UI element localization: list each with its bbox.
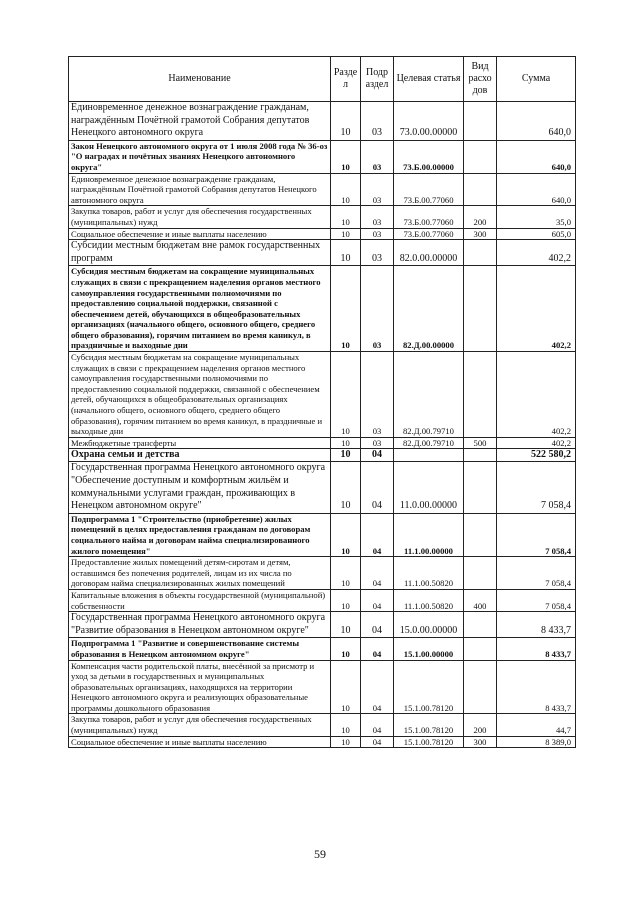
- table-row: [69, 352, 576, 438]
- table-row: [69, 660, 576, 714]
- cell-section: 10: [331, 449, 361, 462]
- table-row: [69, 462, 576, 513]
- cell-section: 10: [331, 638, 361, 660]
- cell-sum: 7 058,4: [497, 462, 576, 513]
- page-number: 59: [314, 847, 326, 861]
- header-name: Наименование: [69, 57, 331, 102]
- cell-name: Межбюджетные трансферты: [69, 437, 331, 449]
- cell-target: 82.Д.00.79710: [394, 352, 464, 438]
- cell-section: 10: [331, 352, 361, 438]
- table-row: [69, 266, 576, 352]
- cell-target: 11.1.00.00000: [394, 513, 464, 556]
- table-row: [69, 437, 576, 449]
- cell-target: 82.Д.00.00000: [394, 266, 464, 352]
- cell-target: 15.1.00.78120: [394, 736, 464, 748]
- cell-target: 73.Б.00.77060: [394, 173, 464, 206]
- cell-name: Субсидия местным бюджетам на сокращение муниципальных служащих в связи с прекращением наделения органов местного самоуправления государственными полномочиями по предоставлению социальной поддержки, связанной с обеспечением детей, обучающихся в общеобразовательных организациях (начального общего, основного общего, среднего общего образования), горячим питанием во время каникул, в праздничные и выходные дни: [69, 352, 331, 438]
- cell-type: [464, 638, 497, 660]
- table-row: [69, 612, 576, 638]
- cell-type: 200: [464, 206, 497, 228]
- cell-name: Единовременное денежное вознаграждение гражданам, награждённым Почётной грамотой Собрания депутатов Ненецкого автономного округа: [69, 173, 331, 206]
- cell-section: 10: [331, 240, 361, 266]
- cell-sum: 44,7: [497, 714, 576, 736]
- cell-type: 300: [464, 228, 497, 240]
- cell-target: 11.1.00.50820: [394, 589, 464, 611]
- cell-sum: 8 433,7: [497, 660, 576, 714]
- header-sum: Сумма: [497, 57, 576, 102]
- table-row: [69, 638, 576, 660]
- cell-subsection: 04: [361, 462, 394, 513]
- cell-subsection: 03: [361, 173, 394, 206]
- cell-section: 10: [331, 589, 361, 611]
- table-row: [69, 449, 576, 462]
- cell-subsection: 03: [361, 102, 394, 141]
- cell-section: 10: [331, 736, 361, 748]
- header-target: Целевая статья: [394, 57, 464, 102]
- cell-type: [464, 462, 497, 513]
- cell-type: [464, 557, 497, 590]
- cell-type: [464, 660, 497, 714]
- cell-target: 11.1.00.50820: [394, 557, 464, 590]
- cell-type: [464, 173, 497, 206]
- cell-section: 10: [331, 462, 361, 513]
- header-subsection: Подр аздел: [361, 57, 394, 102]
- cell-name: Субсидия местным бюджетам на сокращение муниципальных служащих в связи с прекращением наделения органов местного самоуправления государственными полномочиями по предоставлению социальной поддержки, связанной с обеспечением детей, обучающихся в общеобразовательных организациях (начального общего, основного общего, среднего общего образования), горячим питанием во время каникул, в праздничные и выходные дни: [69, 266, 331, 352]
- cell-sum: 640,0: [497, 140, 576, 173]
- cell-type: [464, 449, 497, 462]
- cell-name: Компенсация части родительской платы, внесённой за присмотр и уход за детьми в государственных и муниципальных образовательных организациях, находящихся на территории Ненецкого автономного округа и реализующих образовательные программы дошкольного образования: [69, 660, 331, 714]
- cell-target: 73.Б.00.00000: [394, 140, 464, 173]
- cell-subsection: 03: [361, 266, 394, 352]
- cell-subsection: 04: [361, 612, 394, 638]
- cell-sum: 8 433,7: [497, 612, 576, 638]
- cell-sum: 522 580,2: [497, 449, 576, 462]
- cell-sum: 402,2: [497, 437, 576, 449]
- cell-section: 10: [331, 714, 361, 736]
- cell-section: 10: [331, 266, 361, 352]
- cell-target: 15.0.00.00000: [394, 612, 464, 638]
- cell-subsection: 04: [361, 557, 394, 590]
- table-row: [69, 589, 576, 611]
- cell-section: 10: [331, 173, 361, 206]
- cell-target: 15.1.00.78120: [394, 714, 464, 736]
- cell-subsection: 04: [361, 660, 394, 714]
- cell-sum: 8 433,7: [497, 638, 576, 660]
- cell-subsection: 04: [361, 513, 394, 556]
- cell-name: Закон Ненецкого автономного округа от 1 июля 2008 года № 36-оз "О наградах и почётных званиях Ненецкого автономного округа": [69, 140, 331, 173]
- cell-target: 73.Б.00.77060: [394, 206, 464, 228]
- table-row: [69, 513, 576, 556]
- header-section: Разде л: [331, 57, 361, 102]
- cell-name: Капитальные вложения в объекты государственной (муниципальной) собственности: [69, 589, 331, 611]
- cell-type: [464, 140, 497, 173]
- cell-type: [464, 240, 497, 266]
- cell-target: 73.Б.00.77060: [394, 228, 464, 240]
- cell-subsection: 03: [361, 228, 394, 240]
- table-row: [69, 206, 576, 228]
- cell-name: Субсидии местным бюджетам вне рамок государственных программ: [69, 240, 331, 266]
- cell-type: 400: [464, 589, 497, 611]
- cell-sum: 7 058,4: [497, 589, 576, 611]
- cell-sum: 402,2: [497, 352, 576, 438]
- table-row: [69, 102, 576, 141]
- table-body: [69, 102, 576, 748]
- cell-name: Охрана семьи и детства: [69, 449, 331, 462]
- cell-name: Единовременное денежное вознаграждение гражданам, награждённым Почётной грамотой Собрания депутатов Ненецкого автономного округа: [69, 102, 331, 141]
- table-row: [69, 140, 576, 173]
- cell-name: Закупка товаров, работ и услуг для обеспечения государственных (муниципальных) нужд: [69, 714, 331, 736]
- table-row: [69, 557, 576, 590]
- cell-name: Закупка товаров, работ и услуг для обеспечения государственных (муниципальных) нужд: [69, 206, 331, 228]
- cell-target: 82.Д.00.79710: [394, 437, 464, 449]
- cell-target: 11.0.00.00000: [394, 462, 464, 513]
- cell-type: [464, 612, 497, 638]
- cell-subsection: 03: [361, 437, 394, 449]
- cell-type: [464, 266, 497, 352]
- cell-type: [464, 102, 497, 141]
- cell-type: 200: [464, 714, 497, 736]
- cell-section: 10: [331, 660, 361, 714]
- cell-sum: 35,0: [497, 206, 576, 228]
- cell-subsection: 03: [361, 140, 394, 173]
- cell-sum: 402,2: [497, 266, 576, 352]
- cell-type: [464, 352, 497, 438]
- cell-subsection: 04: [361, 449, 394, 462]
- cell-subsection: 03: [361, 206, 394, 228]
- cell-subsection: 03: [361, 240, 394, 266]
- cell-subsection: 04: [361, 638, 394, 660]
- cell-target: 15.1.00.78120: [394, 660, 464, 714]
- table-header-row: [69, 57, 576, 102]
- cell-sum: 7 058,4: [497, 513, 576, 556]
- cell-type: 500: [464, 437, 497, 449]
- cell-name: Государственная программа Ненецкого автономного округа "Развитие образования в Ненецком автономном округе": [69, 612, 331, 638]
- cell-sum: 402,2: [497, 240, 576, 266]
- cell-subsection: 04: [361, 714, 394, 736]
- cell-section: 10: [331, 140, 361, 173]
- cell-target: [394, 449, 464, 462]
- table-row: [69, 714, 576, 736]
- cell-name: Социальное обеспечение и иные выплаты населению: [69, 228, 331, 240]
- cell-section: 10: [331, 612, 361, 638]
- cell-sum: 7 058,4: [497, 557, 576, 590]
- cell-section: 10: [331, 102, 361, 141]
- cell-sum: 640,0: [497, 102, 576, 141]
- cell-sum: 640,0: [497, 173, 576, 206]
- cell-target: 15.1.00.00000: [394, 638, 464, 660]
- cell-target: 73.0.00.00000: [394, 102, 464, 141]
- table-row: [69, 228, 576, 240]
- cell-name: Предоставление жилых помещений детям-сиротам и детям, оставшимся без попечения родителей, лицам из их числа по договорам найма специализированных жилых помещений: [69, 557, 331, 590]
- table-row: [69, 173, 576, 206]
- cell-subsection: 04: [361, 736, 394, 748]
- cell-subsection: 04: [361, 589, 394, 611]
- cell-subsection: 03: [361, 352, 394, 438]
- cell-section: 10: [331, 437, 361, 449]
- budget-table: [68, 56, 576, 748]
- header-type: Вид расхо дов: [464, 57, 497, 102]
- cell-target: 82.0.00.00000: [394, 240, 464, 266]
- cell-section: 10: [331, 513, 361, 556]
- cell-section: 10: [331, 206, 361, 228]
- cell-name: Социальное обеспечение и иные выплаты населению: [69, 736, 331, 748]
- cell-type: 300: [464, 736, 497, 748]
- cell-section: 10: [331, 228, 361, 240]
- table-row: [69, 736, 576, 748]
- cell-type: [464, 513, 497, 556]
- table-row: [69, 240, 576, 266]
- cell-name: Подпрограмма 1 "Развитие и совершенствование системы образования в Ненецком автономном округе": [69, 638, 331, 660]
- cell-section: 10: [331, 557, 361, 590]
- cell-sum: 8 389,0: [497, 736, 576, 748]
- cell-name: Государственная программа Ненецкого автономного округа "Обеспечение доступным и комфортным жильём и коммунальными услугами граждан, проживающих в Ненецком автономном округе": [69, 462, 331, 513]
- cell-sum: 605,0: [497, 228, 576, 240]
- cell-name: Подпрограмма 1 "Строительство (приобретение) жилых помещений в целях предоставления гражданам по договорам социального найма и договорам найма специализированного жилого помещения": [69, 513, 331, 556]
